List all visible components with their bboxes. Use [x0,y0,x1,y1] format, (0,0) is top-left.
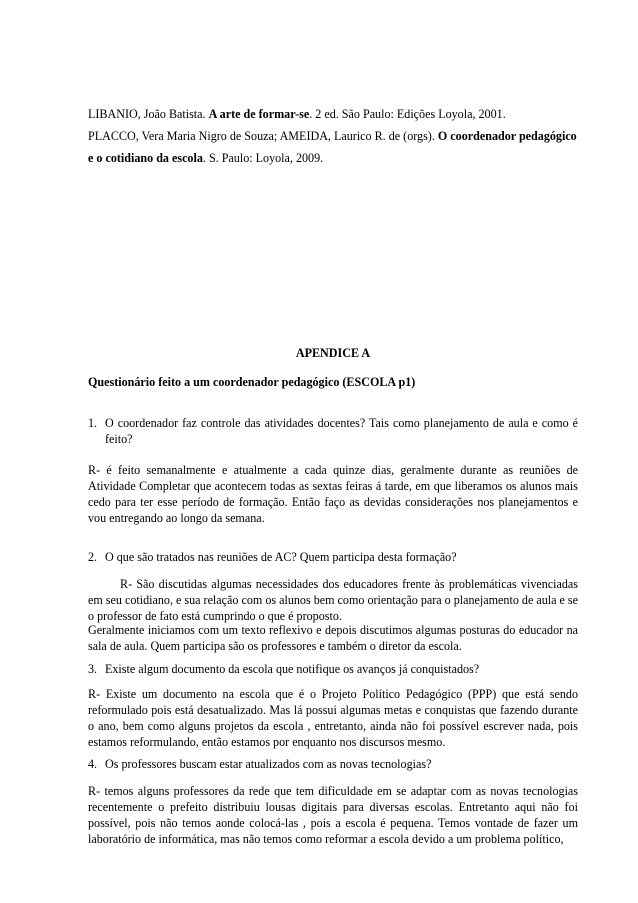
answer-3: R- Existe um documento na escola que é o Projeto Político Pedagógico (PPP) que está sendo reformulado pois está desatualizado. Mas lá possui algumas metas e conquistas que fazendo durante o ano, bem como alguns projetos da escola , entretanto, ainda não foi possível escrever nada, pois estamos reformulando, então estamos por enquanto nos discursos mesmo. [88,687,578,749]
reference-2-title: O coordenador pedagógico e o cotidiano da escola [88,129,577,165]
question-3-text: Existe algum documento da escola que notifique os avanços já conquistados? [105,662,480,676]
reference-1-authors: LIBANIO, João Batista. [88,107,209,121]
question-3 [88,661,578,677]
question-2-number: 2. [88,550,98,564]
appendix-heading: APENDICE A [295,346,371,360]
question-4-text: Os professores buscam estar atualizados com as novas tecnologias? [105,757,432,771]
question-3-number: 3. [88,662,98,676]
reference-2-authors: PLACCO, Vera Maria Nigro de Souza; AMEIDA, Laurico R. de (orgs). [88,129,438,143]
question-1-text: O coordenador faz controle das atividades docentes? Tais como planejamento de aula e como é feito? [105,416,578,446]
answer-1: R- é feito semanalmente e atualmente a cada quinze dias, geralmente durante as reuniões de Atividade Completar que acontecem todas as sextas feiras á tarde, em que liberamos os alunos mais cedo para ter esse período de formação. Então faço as devidas considerações nos planejamentos e vou entregando ao longo da semana. [88,463,578,525]
reference-1-details: . 2 ed. São Paulo: Edições Loyola, 2001. [309,107,506,121]
answer-2-paragraph-1: R- São discutidas algumas necessidades dos educadores frente às problemáticas vivenciadas em seu cotidiano, e sua relação com os alunos bem como orientação para o planejamento de aula e se o professor de fato está cumprindo o que é proposto. [88,577,578,623]
question-4 [88,756,578,772]
reference-2 [88,125,578,169]
answer-2-paragraph-2: Geralmente iniciamos com um texto reflexivo e depois discutimos algumas posturas do educador na sala de aula. Quem participa são os professores e também o diretor da escola. [88,623,578,653]
reference-1 [88,103,578,125]
question-1 [88,415,578,447]
reference-1-title: A arte de formar-se [208,107,310,121]
answer-4: R- temos alguns professores da rede que tem dificuldade em se adaptar com as novas tecnologias recentemente o prefeito distribuiu lousas digitais para diversas escolas. Entretanto aqui não foi possível, pois não temos aonde colocá-las , pois a escola é pequena. Temos vontade de fazer um laboratório de informática, mas não temos como reformar a escola devido a um problema político, [88,784,578,846]
question-4-number: 4. [88,757,98,771]
question-2-text: O que são tratados nas reuniões de AC? Quem participa desta formação? [105,550,457,564]
question-2 [88,549,578,565]
questionnaire-title: Questionário feito a um coordenador pedagógico (ESCOLA p1) [88,375,416,389]
question-1-number: 1. [88,416,98,430]
reference-2-details: . S. Paulo: Loyola, 2009. [202,151,324,165]
